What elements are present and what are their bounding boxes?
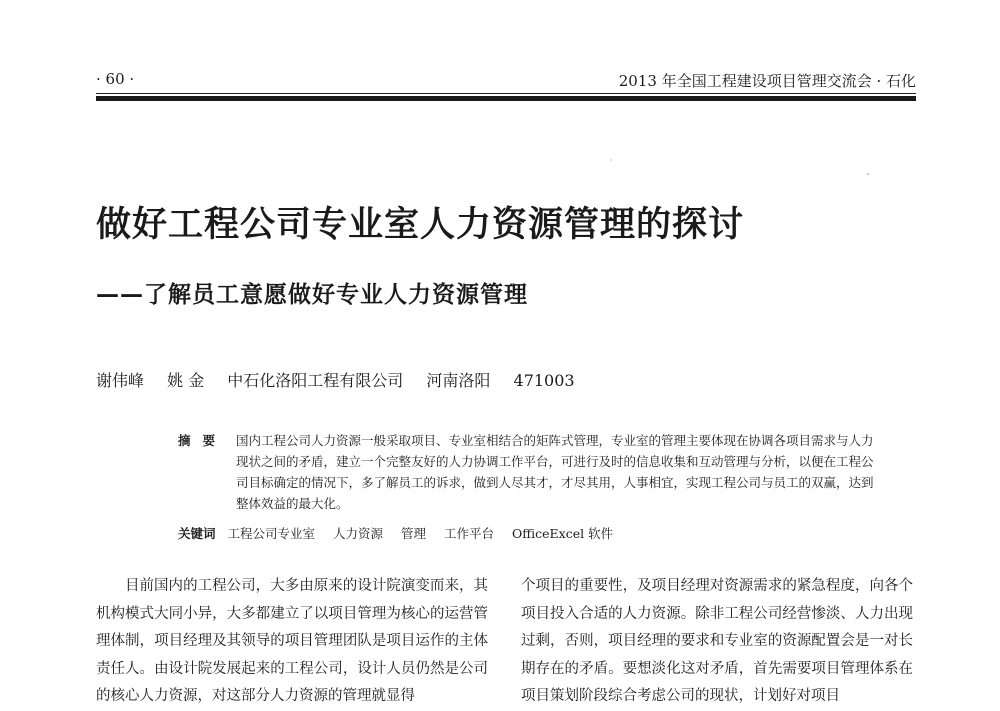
keyword: 人力资源 [333,526,384,541]
keywords-label: 关键词 [178,526,216,541]
header-rule-thin [96,93,916,94]
postcode: 471003 [513,371,575,390]
abstract-label: 摘要 [178,433,228,448]
keyword: 管理 [401,526,427,541]
affiliation: 中石化洛阳工程有限公司 [227,371,404,390]
author-1: 谢伟峰 [96,371,145,390]
abstract-block [178,430,878,514]
keywords-block [178,523,878,544]
article-subtitle: ——了解员工意愿做好专业人力资源管理 [96,282,528,308]
keyword: OfficeExcel 软件 [512,526,614,541]
abstract-text: 国内工程公司人力资源一般采取项目、专业室相结合的矩阵式管理，专业室的管理主要体现在协调各项目需求与人力现状之间的矛盾，建立一个完整友好的人力协调工作平台，可进行及时的信息收集和互动管理与分析，以便在工程公司目标确定的情况下，多了解员工的诉求，做到人尽其才，才尽其用，人事相宜，实现工程公司与员工的双赢，达到整体效益的最大化。 [236,433,874,511]
city: 河南洛阳 [426,371,491,390]
body-left-column: 目前国内的工程公司，大多由原来的设计院演变而来，其机构模式大同小异，大多都建立了以项目管理为核心的运营管理体制，项目经理及其领导的项目管理团队是项目运作的主体责任人。由设计院发展起来的工程公司，设计人员仍然是公司的核心人力资源，对这部分人力资源的管理就显得 [96,578,488,704]
author-line [96,368,593,391]
journal-title: 2013 年全国工程建设项目管理交流会 · 石化 [618,72,916,90]
author-2: 姚 金 [167,371,205,390]
header-rule-thick [96,96,916,101]
page-number: · 60 · [96,70,135,88]
article-title: 做好工程公司专业室人力资源管理的探讨 [96,204,745,245]
body-right-column: 个项目的重要性，及项目经理对资源需求的紧急程度，向各个项目投入合适的人力资源。除非工程公司经营惨淡、人力出现过剩，否则，项目经理的要求和专业室的资源配置会是一对长期存在的矛盾。要想淡化这对矛盾，首先需要项目管理体系在项目策划阶段综合考虑公司的现状，计划好对项目 [521,578,913,704]
keyword: 工作平台 [444,526,495,541]
keyword: 工程公司专业室 [227,526,316,541]
running-header [96,70,916,92]
